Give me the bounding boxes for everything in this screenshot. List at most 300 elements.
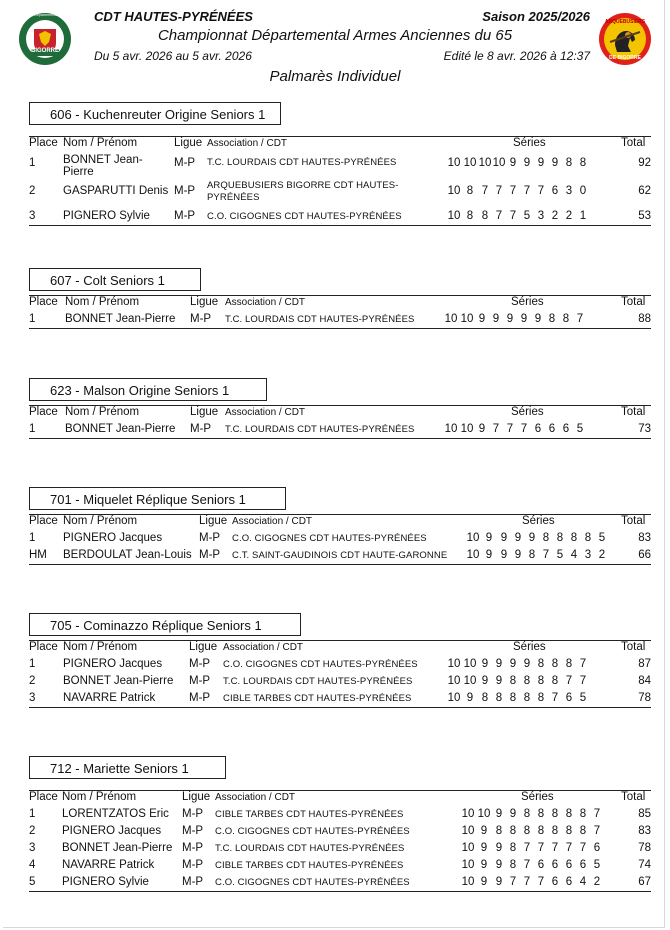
name-cell: PIGNERO Jacques: [62, 825, 162, 837]
series-score: 8: [551, 658, 559, 670]
name-cell: BONNET Jean-Pierre: [62, 842, 173, 854]
table-row: [29, 840, 651, 857]
series-score: 6: [551, 185, 559, 197]
place-cell: 1: [29, 532, 36, 544]
results-table: [29, 514, 651, 565]
col-header-series: Séries: [513, 641, 546, 653]
total-cell: 74: [638, 859, 651, 871]
name-cell: PIGNERO Sylvie: [63, 210, 150, 222]
series-score: 9: [480, 876, 488, 888]
series-score: 7: [520, 423, 528, 435]
series-scores: [446, 157, 590, 169]
table-row: [29, 311, 651, 328]
series-score: 10: [460, 313, 474, 325]
series-score: 10: [466, 532, 480, 544]
series-score: 8: [565, 808, 573, 820]
total-cell: 78: [638, 842, 651, 854]
series-score: 10: [447, 675, 461, 687]
series-score: 8: [548, 313, 556, 325]
ligue-cell: M-P: [189, 658, 211, 670]
name-cell: BONNET Jean-Pierre: [63, 154, 143, 178]
ligue-cell: M-P: [199, 532, 221, 544]
place-cell: 1: [29, 658, 36, 670]
col-header-place: Place: [29, 515, 58, 527]
series-score: 6: [551, 859, 559, 871]
series-score: 10: [444, 313, 458, 325]
table-header: [29, 515, 651, 530]
series-score: 8: [523, 675, 531, 687]
ligue-cell: M-P: [182, 842, 204, 854]
table-row: [29, 673, 651, 690]
name-cell: BERDOULAT Jean-Louis: [63, 549, 192, 561]
total-cell: 92: [638, 157, 651, 169]
series-score: 10: [463, 675, 477, 687]
organization-name: CDT HAUTES-PYRÉNÉES: [94, 9, 253, 24]
series-scores: [460, 876, 604, 888]
place-cell: 3: [29, 210, 36, 222]
col-header-association: Association / CDT: [232, 516, 313, 527]
series-score: 8: [579, 808, 587, 820]
table-row: [29, 656, 651, 673]
series-score: 4: [570, 549, 578, 561]
series-score: 6: [565, 859, 573, 871]
name-cell: GASPARUTTI Denis: [63, 185, 169, 197]
series-score: 8: [509, 842, 517, 854]
series-score: 9: [481, 658, 489, 670]
ligue-cell: M-P: [182, 825, 204, 837]
col-header-total: Total: [621, 791, 646, 803]
series-score: 8: [495, 825, 503, 837]
total-cell: 83: [638, 532, 651, 544]
series-score: 7: [576, 313, 584, 325]
series-score: 8: [537, 808, 545, 820]
series-score: 7: [506, 423, 514, 435]
table-row: [29, 874, 651, 891]
series-scores: [446, 185, 590, 197]
col-header-ligue: Ligue: [190, 296, 219, 308]
championship-title: Championnat Départemental Armes Anciennes du 65: [157, 27, 513, 44]
ligue-cell: M-P: [190, 423, 212, 435]
series-score: 10: [461, 876, 475, 888]
event-dates: Du 5 avr. 2026 au 5 avr. 2026: [94, 49, 252, 63]
col-header-total: Total: [621, 641, 646, 653]
series-score: 10: [461, 842, 475, 854]
series-scores: [460, 825, 604, 837]
series-score: 9: [495, 658, 503, 670]
series-score: 9: [478, 423, 486, 435]
association-cell: CIBLE TARBES CDT HAUTES-PYRÉNÉES: [215, 860, 404, 871]
series-score: 7: [523, 842, 531, 854]
series-score: 7: [579, 658, 587, 670]
table-row: [29, 690, 651, 707]
association-cell: T.C. LOURDAIS CDT HAUTES-PYRÉNÉES: [223, 676, 413, 687]
series-score: 9: [534, 313, 542, 325]
association-cell: T.C. LOURDAIS CDT HAUTES-PYRÉNÉES: [225, 314, 415, 325]
series-score: 0: [579, 185, 587, 197]
series-score: 6: [593, 842, 601, 854]
series-score: 8: [551, 808, 559, 820]
series-score: 9: [514, 532, 522, 544]
place-cell: 2: [29, 675, 36, 687]
section-title: 623 - Malson Origine Seniors 1: [29, 378, 267, 401]
series-score: 10: [461, 808, 475, 820]
table-header: [29, 791, 651, 806]
col-header-association: Association / CDT: [207, 138, 288, 149]
table-row: [29, 152, 651, 180]
col-header-name: Nom / Prénom: [63, 515, 138, 527]
series-score: 8: [537, 675, 545, 687]
series-score: 3: [565, 185, 573, 197]
series-score: 7: [579, 842, 587, 854]
series-score: 10: [460, 423, 474, 435]
col-header-total: Total: [621, 296, 646, 308]
series-score: 8: [556, 532, 564, 544]
series-score: 7: [579, 675, 587, 687]
results-table: [29, 790, 651, 892]
table-row: [29, 806, 651, 823]
col-header-association: Association / CDT: [215, 792, 296, 803]
table-row: [29, 823, 651, 840]
place-cell: 3: [29, 842, 36, 854]
section-title: 712 - Mariette Seniors 1: [29, 756, 226, 779]
total-cell: 85: [638, 808, 651, 820]
ligue-cell: M-P: [182, 808, 204, 820]
series-score: 9: [551, 157, 559, 169]
series-score: 7: [509, 210, 517, 222]
series-score: 8: [584, 532, 592, 544]
name-cell: BONNET Jean-Pierre: [65, 423, 176, 435]
logo-right-text-top: ARQUEBUSIERS: [604, 19, 646, 25]
series-score: 10: [447, 692, 461, 704]
series-score: 8: [551, 825, 559, 837]
ligue-cell: M-P: [174, 210, 196, 222]
ligue-cell: M-P: [190, 313, 212, 325]
total-cell: 84: [638, 675, 651, 687]
series-score: 8: [565, 658, 573, 670]
series-score: 9: [500, 549, 508, 561]
col-header-place: Place: [29, 296, 58, 308]
table-row: [29, 421, 651, 438]
ligue-cell: M-P: [182, 859, 204, 871]
place-cell: 1: [29, 423, 36, 435]
table-row: [29, 530, 651, 547]
association-cell: C.T. SAINT-GAUDINOIS CDT HAUTE-GARONNE: [232, 550, 448, 561]
association-cell: C.O. CIGOGNES CDT HAUTES-PYRÉNÉES: [207, 211, 402, 222]
name-cell: PIGNERO Jacques: [63, 532, 163, 544]
association-cell: T.C. LOURDAIS CDT HAUTES-PYRÉNÉES: [225, 424, 415, 435]
series-scores: [460, 859, 604, 871]
series-score: 7: [523, 859, 531, 871]
series-score: 8: [579, 825, 587, 837]
series-score: 9: [480, 859, 488, 871]
series-score: 8: [509, 859, 517, 871]
series-score: 5: [593, 859, 601, 871]
series-score: 3: [584, 549, 592, 561]
place-cell: 2: [29, 825, 36, 837]
series-score: 9: [480, 842, 488, 854]
series-scores: [446, 210, 590, 222]
series-score: 7: [523, 876, 531, 888]
col-header-ligue: Ligue: [190, 406, 219, 418]
col-header-name: Nom / Prénom: [63, 137, 138, 149]
series-score: 2: [593, 876, 601, 888]
ligue-cell: M-P: [189, 692, 211, 704]
series-scores: [446, 692, 590, 704]
name-cell: NAVARRE Patrick: [62, 859, 155, 871]
series-score: 8: [523, 692, 531, 704]
results-table: [29, 136, 651, 226]
series-score: 8: [562, 313, 570, 325]
series-score: 8: [523, 825, 531, 837]
ligue-cell: M-P: [174, 157, 196, 169]
series-score: 8: [466, 185, 474, 197]
col-header-ligue: Ligue: [189, 641, 218, 653]
total-cell: 83: [638, 825, 651, 837]
series-score: 9: [523, 157, 531, 169]
table-row: [29, 180, 651, 208]
col-header-series: Séries: [522, 515, 555, 527]
series-score: 9: [485, 549, 493, 561]
series-score: 10: [463, 658, 477, 670]
section-title: 607 - Colt Seniors 1: [29, 268, 201, 291]
series-scores: [460, 842, 604, 854]
place-cell: 1: [29, 313, 36, 325]
association-cell: CIBLE TARBES CDT HAUTES-PYRÉNÉES: [223, 693, 412, 704]
series-scores: [460, 808, 604, 820]
series-score: 9: [495, 859, 503, 871]
col-header-name: Nom / Prénom: [65, 406, 140, 418]
total-cell: 67: [638, 876, 651, 888]
series-score: 9: [495, 675, 503, 687]
series-score: 3: [537, 210, 545, 222]
series-scores: [443, 313, 587, 325]
series-score: 2: [598, 549, 606, 561]
table-row: [29, 208, 651, 225]
series-score: 7: [593, 825, 601, 837]
association-cell: T.C. LOURDAIS CDT HAUTES-PYRÉNÉES: [215, 843, 405, 854]
series-score: 9: [495, 842, 503, 854]
series-score: 8: [542, 532, 550, 544]
place-cell: 5: [29, 876, 36, 888]
series-score: 6: [565, 876, 573, 888]
series-score: 8: [528, 549, 536, 561]
total-cell: 73: [638, 423, 651, 435]
col-header-total: Total: [621, 515, 646, 527]
col-header-association: Association / CDT: [223, 642, 304, 653]
results-table: [29, 295, 651, 329]
series-score: 6: [562, 423, 570, 435]
series-score: 7: [509, 185, 517, 197]
series-score: 6: [548, 423, 556, 435]
total-cell: 62: [638, 185, 651, 197]
series-scores: [465, 532, 609, 544]
place-cell: HM: [29, 549, 47, 561]
col-header-place: Place: [29, 406, 58, 418]
total-cell: 66: [638, 549, 651, 561]
col-header-total: Total: [621, 406, 646, 418]
series-score: 9: [478, 313, 486, 325]
col-header-ligue: Ligue: [182, 791, 211, 803]
association-cell: C.O. CIGOGNES CDT HAUTES-PYRÉNÉES: [223, 659, 418, 670]
col-header-place: Place: [29, 791, 58, 803]
place-cell: 2: [29, 185, 36, 197]
logo-left-text-top: Comité Départemental de Tir: [22, 13, 68, 17]
series-score: 9: [500, 532, 508, 544]
series-score: 9: [537, 157, 545, 169]
series-score: 8: [509, 675, 517, 687]
series-score: 5: [576, 423, 584, 435]
series-score: 10: [478, 157, 492, 169]
ligue-cell: M-P: [174, 185, 196, 197]
total-cell: 78: [638, 692, 651, 704]
series-score: 10: [444, 423, 458, 435]
series-score: 9: [485, 532, 493, 544]
place-cell: 1: [29, 808, 36, 820]
col-header-association: Association / CDT: [225, 407, 306, 418]
series-score: 8: [537, 692, 545, 704]
table-row: [29, 547, 651, 564]
series-score: 6: [565, 692, 573, 704]
series-score: 8: [537, 658, 545, 670]
series-score: 8: [551, 675, 559, 687]
series-score: 7: [537, 842, 545, 854]
series-score: 8: [466, 210, 474, 222]
series-score: 5: [556, 549, 564, 561]
table-row: [29, 857, 651, 874]
total-cell: 88: [638, 313, 651, 325]
series-score: 9: [481, 675, 489, 687]
table-header: [29, 137, 651, 152]
series-score: 9: [480, 825, 488, 837]
series-score: 6: [537, 859, 545, 871]
name-cell: PIGNERO Sylvie: [62, 876, 149, 888]
logo-left-text-bottom: BIGORRE: [30, 48, 59, 54]
series-scores: [446, 658, 590, 670]
col-header-name: Nom / Prénom: [62, 791, 137, 803]
col-header-series: Séries: [511, 406, 544, 418]
series-score: 10: [461, 825, 475, 837]
col-header-name: Nom / Prénom: [63, 641, 138, 653]
series-score: 9: [509, 658, 517, 670]
name-cell: BONNET Jean-Pierre: [65, 313, 176, 325]
report-title: Palmarès Individuel: [269, 68, 401, 85]
section-title: 606 - Kuchenreuter Origine Seniors 1: [29, 102, 281, 125]
series-score: 7: [495, 210, 503, 222]
series-score: 8: [570, 532, 578, 544]
section-title: 701 - Miquelet Réplique Seniors 1: [29, 487, 286, 510]
table-header: [29, 406, 651, 421]
series-score: 9: [466, 692, 474, 704]
series-score: 9: [495, 808, 503, 820]
col-header-series: Séries: [521, 791, 554, 803]
series-score: 7: [492, 423, 500, 435]
edited-timestamp: Edité le 8 avr. 2026 à 12:37: [443, 49, 590, 63]
name-cell: LORENTZATOS Eric: [62, 808, 169, 820]
series-score: 5: [598, 532, 606, 544]
series-score: 10: [466, 549, 480, 561]
ligue-cell: M-P: [199, 549, 221, 561]
col-header-ligue: Ligue: [174, 137, 203, 149]
series-score: 8: [523, 808, 531, 820]
series-score: 6: [551, 876, 559, 888]
ligue-cell: M-P: [189, 675, 211, 687]
table-header: [29, 641, 651, 656]
series-score: 10: [492, 157, 506, 169]
series-score: 7: [542, 549, 550, 561]
results-table: [29, 640, 651, 708]
col-header-place: Place: [29, 137, 58, 149]
series-score: 7: [565, 842, 573, 854]
col-header-ligue: Ligue: [199, 515, 228, 527]
col-header-total: Total: [621, 137, 646, 149]
series-score: 8: [509, 825, 517, 837]
series-scores: [465, 549, 609, 561]
series-score: 4: [579, 876, 587, 888]
series-score: 9: [520, 313, 528, 325]
series-score: 8: [565, 157, 573, 169]
series-score: 2: [551, 210, 559, 222]
series-score: 9: [509, 808, 517, 820]
series-score: 9: [509, 157, 517, 169]
name-cell: NAVARRE Patrick: [63, 692, 156, 704]
series-score: 8: [481, 692, 489, 704]
series-score: 8: [537, 825, 545, 837]
series-score: 9: [492, 313, 500, 325]
series-score: 7: [495, 185, 503, 197]
series-score: 10: [463, 157, 477, 169]
series-score: 7: [551, 842, 559, 854]
series-score: 9: [523, 658, 531, 670]
series-scores: [446, 675, 590, 687]
name-cell: PIGNERO Jacques: [63, 658, 163, 670]
series-score: 7: [551, 692, 559, 704]
series-score: 5: [579, 692, 587, 704]
series-score: 8: [565, 825, 573, 837]
series-score: 7: [565, 675, 573, 687]
association-cell: C.O. CIGOGNES CDT HAUTES-PYRÉNÉES: [232, 533, 427, 544]
series-score: 7: [481, 185, 489, 197]
series-score: 7: [523, 185, 531, 197]
series-score: 6: [579, 859, 587, 871]
section-title: 705 - Cominazzo Réplique Seniors 1: [29, 613, 301, 636]
series-score: 7: [593, 808, 601, 820]
place-cell: 1: [29, 157, 36, 169]
series-score: 7: [537, 185, 545, 197]
series-score: 9: [495, 876, 503, 888]
series-score: 8: [509, 692, 517, 704]
series-score: 6: [534, 423, 542, 435]
association-cell: ARQUEBUSIERS BIGORRE CDT HAUTES-PYRÉNÉES: [207, 180, 399, 203]
series-score: 9: [506, 313, 514, 325]
series-score: 8: [579, 157, 587, 169]
season-label: Saison 2025/2026: [482, 9, 590, 24]
name-cell: BONNET Jean-Pierre: [63, 675, 174, 687]
table-header: [29, 296, 651, 311]
total-cell: 87: [638, 658, 651, 670]
series-score: 10: [477, 808, 491, 820]
results-table: [29, 405, 651, 439]
association-cell: C.O. CIGOGNES CDT HAUTES-PYRÉNÉES: [215, 877, 410, 888]
series-score: 10: [447, 185, 461, 197]
series-score: 10: [461, 859, 475, 871]
association-cell: C.O. CIGOGNES CDT HAUTES-PYRÉNÉES: [215, 826, 410, 837]
series-score: 10: [447, 210, 461, 222]
association-cell: CIBLE TARBES CDT HAUTES-PYRÉNÉES: [215, 809, 404, 820]
col-header-series: Séries: [511, 296, 544, 308]
series-score: 8: [495, 692, 503, 704]
col-header-association: Association / CDT: [225, 297, 306, 308]
series-score: 5: [523, 210, 531, 222]
